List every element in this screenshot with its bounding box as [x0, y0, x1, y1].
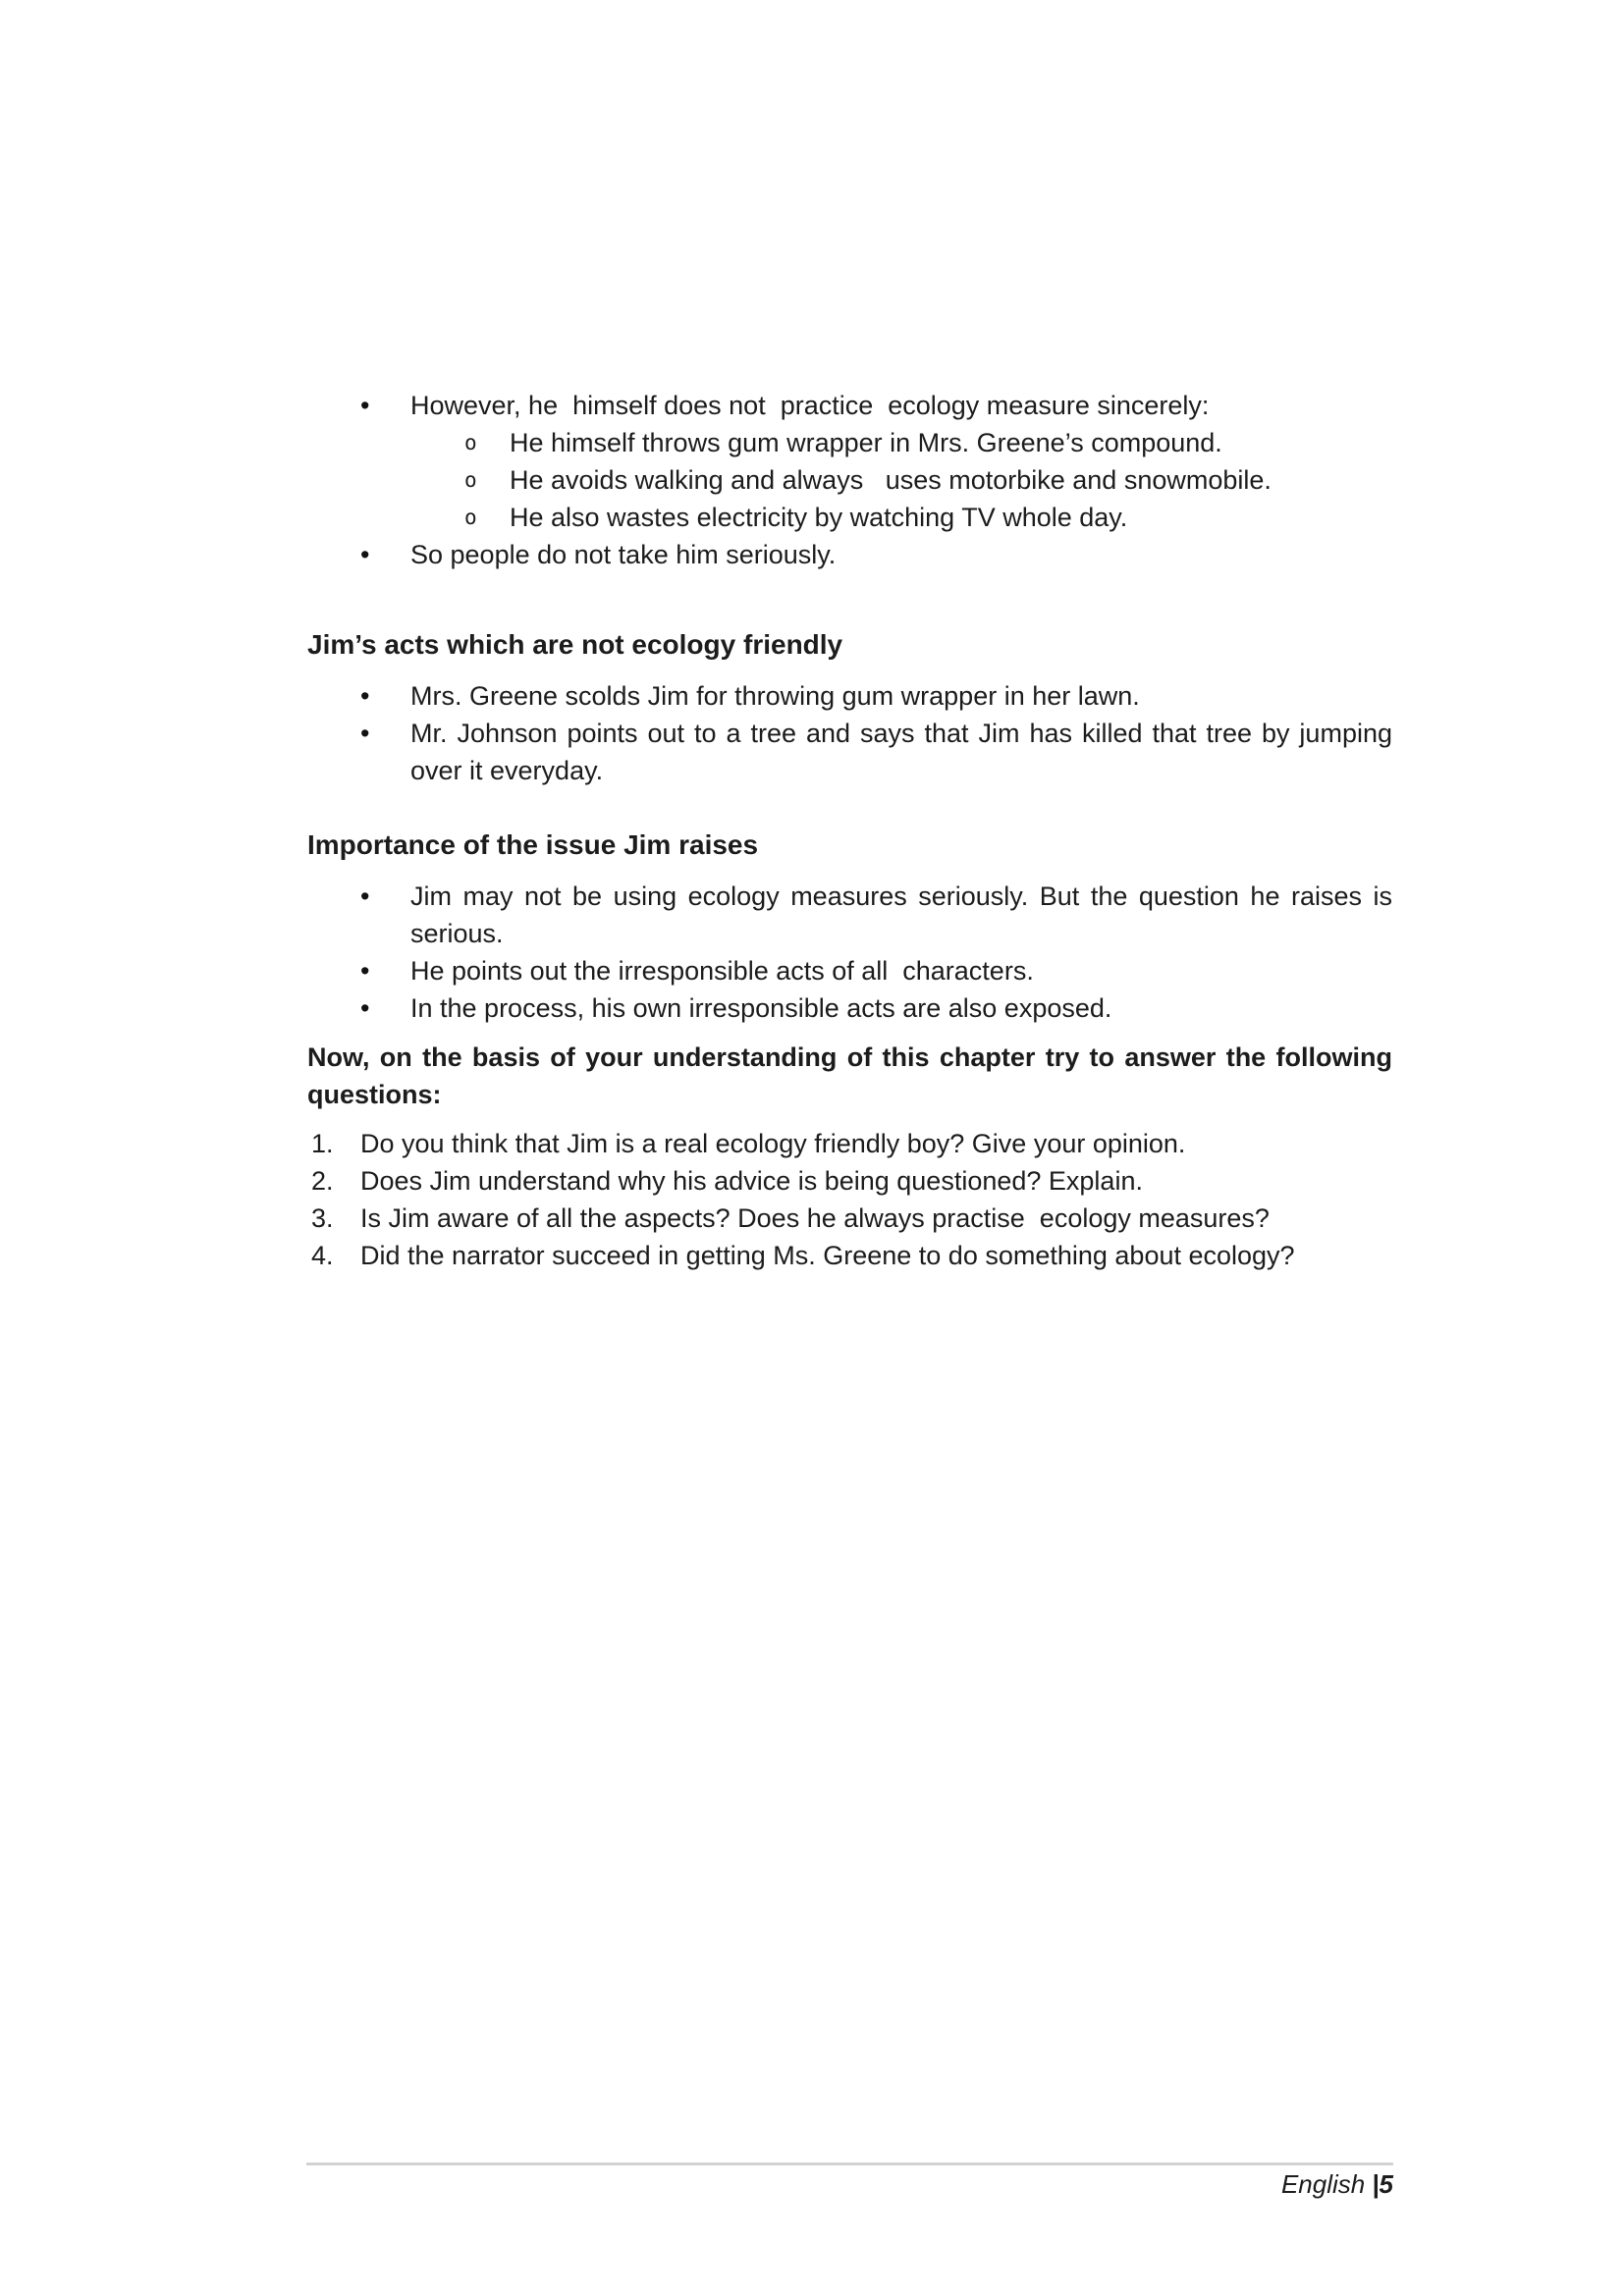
importance-list: [307, 878, 1392, 1027]
instruction-line1: Now, on the basis of your understanding of this chapter try to answer the following: [307, 1042, 1392, 1072]
list-item: [307, 878, 1392, 952]
list-item: [307, 387, 1392, 536]
bullet-marker: •: [360, 956, 370, 986]
sub-item-text: He also wastes electricity by watching TV whole day.: [510, 503, 1128, 532]
sub-list-item: [410, 424, 1392, 461]
ecology-practice-list: [307, 387, 1392, 573]
section-heading-importance: Importance of the issue Jim raises: [307, 829, 759, 860]
circle-marker: o: [464, 431, 477, 454]
question-text: Does Jim understand why his advice is being questioned? Explain.: [360, 1166, 1143, 1196]
footer-separator: |: [1372, 2169, 1380, 2199]
jims-acts-list: [307, 677, 1392, 789]
bullet-marker: •: [360, 540, 370, 569]
instruction-line2: questions:: [307, 1080, 442, 1109]
question-text: Do you think that Jim is a real ecology friendly boy? Give your opinion.: [360, 1129, 1186, 1158]
sub-list-item: [410, 461, 1392, 499]
list-item-text-line2: over it everyday.: [410, 756, 604, 785]
footer-text: [306, 2165, 1393, 2201]
circle-marker: o: [464, 468, 477, 492]
section-heading-jims-acts: Jim’s acts which are not ecology friendly: [307, 629, 843, 660]
footer-page-number: 5: [1379, 2169, 1393, 2199]
sub-item-text: He himself throws gum wrapper in Mrs. Greene’s compound.: [510, 428, 1222, 457]
page-content: [307, 0, 1392, 1274]
question-number: 1.: [311, 1129, 334, 1158]
list-item-text: However, he himself does not practice ecology measure sincerely:: [410, 391, 1210, 420]
list-item: [307, 989, 1392, 1027]
page-footer: [306, 2163, 1393, 2201]
list-item-body: [410, 878, 1392, 952]
question-number: 4.: [311, 1241, 334, 1270]
list-item-body: [410, 715, 1392, 789]
sub-list-item: [410, 499, 1392, 536]
question-item: [307, 1125, 1392, 1162]
question-text: Did the narrator succeed in getting Ms. Greene to do something about ecology?: [360, 1241, 1295, 1270]
list-item: [307, 952, 1392, 989]
question-item: [307, 1237, 1392, 1274]
question-text: Is Jim aware of all the aspects? Does he always practise ecology measures?: [360, 1203, 1270, 1233]
bullet-marker: •: [360, 719, 370, 748]
sub-item-text: He avoids walking and always uses motorbike and snowmobile.: [510, 465, 1272, 495]
footer-page-label: [1372, 2169, 1393, 2199]
bullet-marker: •: [360, 681, 370, 711]
instruction-paragraph: [307, 1039, 1392, 1113]
list-item-text: In the process, his own irresponsible acts are also exposed.: [410, 993, 1112, 1023]
list-item: [307, 536, 1392, 573]
questions-list: [307, 1125, 1392, 1274]
list-item-text: He points out the irresponsible acts of all characters.: [410, 956, 1034, 986]
list-item: [307, 677, 1392, 715]
list-item-text-line2: serious.: [410, 919, 504, 948]
bullet-marker: •: [360, 993, 370, 1023]
question-item: [307, 1162, 1392, 1200]
list-item-text-line1: Jim may not be using ecology measures seriously. But the question he raises is: [410, 881, 1392, 911]
bullet-marker: •: [360, 391, 370, 420]
list-item-text: So people do not take him seriously.: [410, 540, 837, 569]
sub-list: [410, 424, 1392, 536]
list-item-text: Mrs. Greene scolds Jim for throwing gum wrapper in her lawn.: [410, 681, 1140, 711]
question-number: 3.: [311, 1203, 334, 1233]
bullet-marker: •: [360, 881, 370, 911]
list-item: [307, 715, 1392, 789]
question-item: [307, 1200, 1392, 1237]
list-item-text-line1: Mr. Johnson points out to a tree and says that Jim has killed that tree by jumping: [410, 719, 1392, 748]
question-number: 2.: [311, 1166, 334, 1196]
circle-marker: o: [464, 506, 477, 529]
list-item-body: [410, 387, 1392, 536]
footer-subject: English: [1280, 2169, 1366, 2199]
